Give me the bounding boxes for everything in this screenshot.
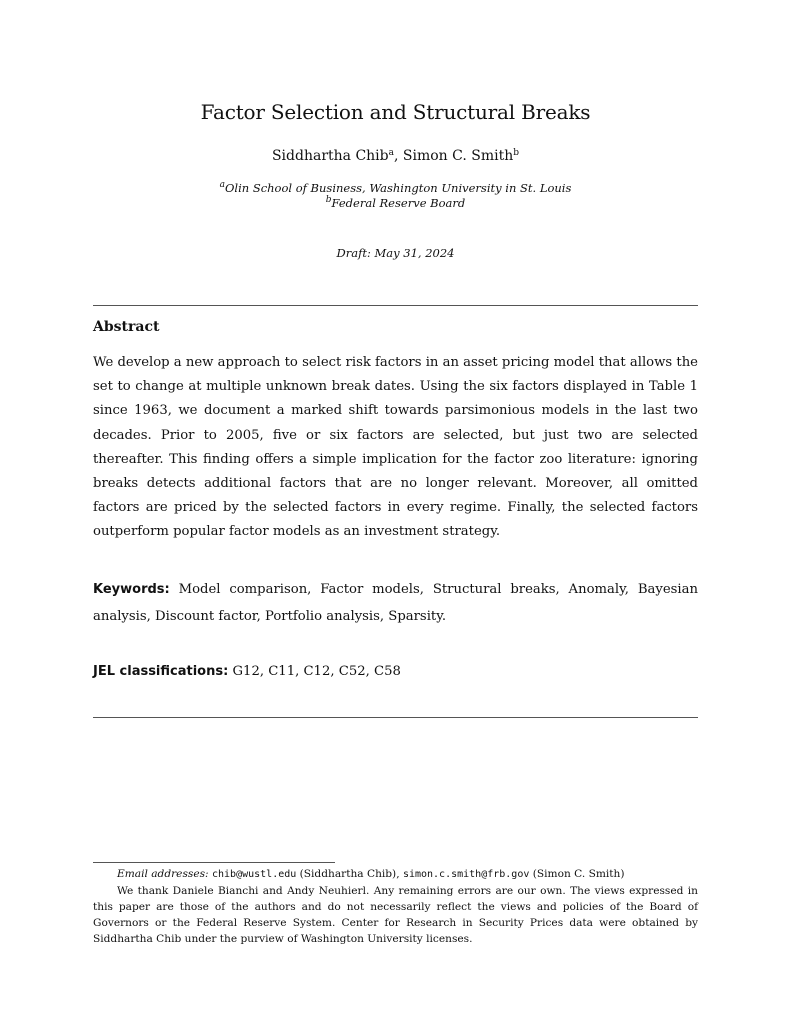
email-footnote (93, 866, 698, 883)
jel-label: JEL classifications: (93, 664, 229, 679)
footnote-rule (93, 862, 335, 863)
affiliation (0, 195, 791, 210)
email-link[interactable]: chib@wustl.edu (211, 869, 297, 880)
keywords (93, 576, 698, 630)
abstract-bottom-rule (93, 717, 698, 718)
paper-title: Factor Selection and Structural Breaks (200, 100, 591, 124)
abstract-heading: Abstract (93, 319, 160, 335)
affiliation-text: Federal Reserve Board (331, 196, 466, 210)
keywords-label: Keywords: (93, 582, 170, 597)
author-name: Siddhartha Chib (271, 148, 389, 164)
jel-codes: G12, C11, C12, C52, C58 (232, 664, 401, 679)
email-label: Email addresses: (117, 868, 209, 880)
author-name: Simon C. Smith (402, 148, 514, 164)
affiliation-text: Olin School of Business, Washington University in St. Louis (224, 181, 572, 195)
draft-date: Draft: May 31, 2024 (336, 246, 455, 260)
affiliation-marker: a (219, 180, 225, 190)
affiliation-marker: b (513, 148, 520, 158)
affiliation (0, 180, 791, 195)
keywords-text: Model comparison, Factor models, Structural breaks, Anomaly, Bayesian analysis, Discount factor, Portfolio analysis, Sparsity. (93, 582, 698, 624)
email-owner: (Siddhartha Chib), (299, 868, 400, 880)
email-link[interactable]: simon.c.smith@frb.gov (402, 869, 530, 880)
author-separator: , (394, 148, 403, 164)
abstract-top-rule (93, 305, 698, 306)
email-owner: (Simon C. Smith) (532, 868, 625, 880)
author-line (0, 148, 791, 164)
affiliation-marker: b (325, 195, 332, 205)
abstract-text: We develop a new approach to select risk factors in an asset pricing model that allows the set to change at multiple unknown break dates. Using the six factors displayed in Table 1 since 1963, we document a marked shift towards parsimonious models in the last two decades. Prior to 2005, five or six factors are selected, but just two are selected thereafter. This finding offers a simple implication for the factor zoo literature: ignoring breaks detects additional factors that are no longer relevant. Moreover, all omitted factors are priced by the selected factors in every regime. Finally, the selected factors outperform popular factor models as an investment strategy. (93, 355, 698, 540)
affiliation-marker: a (388, 148, 394, 158)
acknowledgement-footnote: We thank Daniele Bianchi and Andy Neuhierl. Any remaining errors are our own. The views expressed in this paper are those of the authors and do not necessarily reflect the views and policies of the Board of Governors or the Federal Reserve System. Center for Research in Security Prices data were obtained by Siddhartha Chib under the purview of Washington University licenses. (93, 885, 698, 945)
jel-classifications (93, 661, 698, 683)
footnotes (93, 866, 698, 947)
